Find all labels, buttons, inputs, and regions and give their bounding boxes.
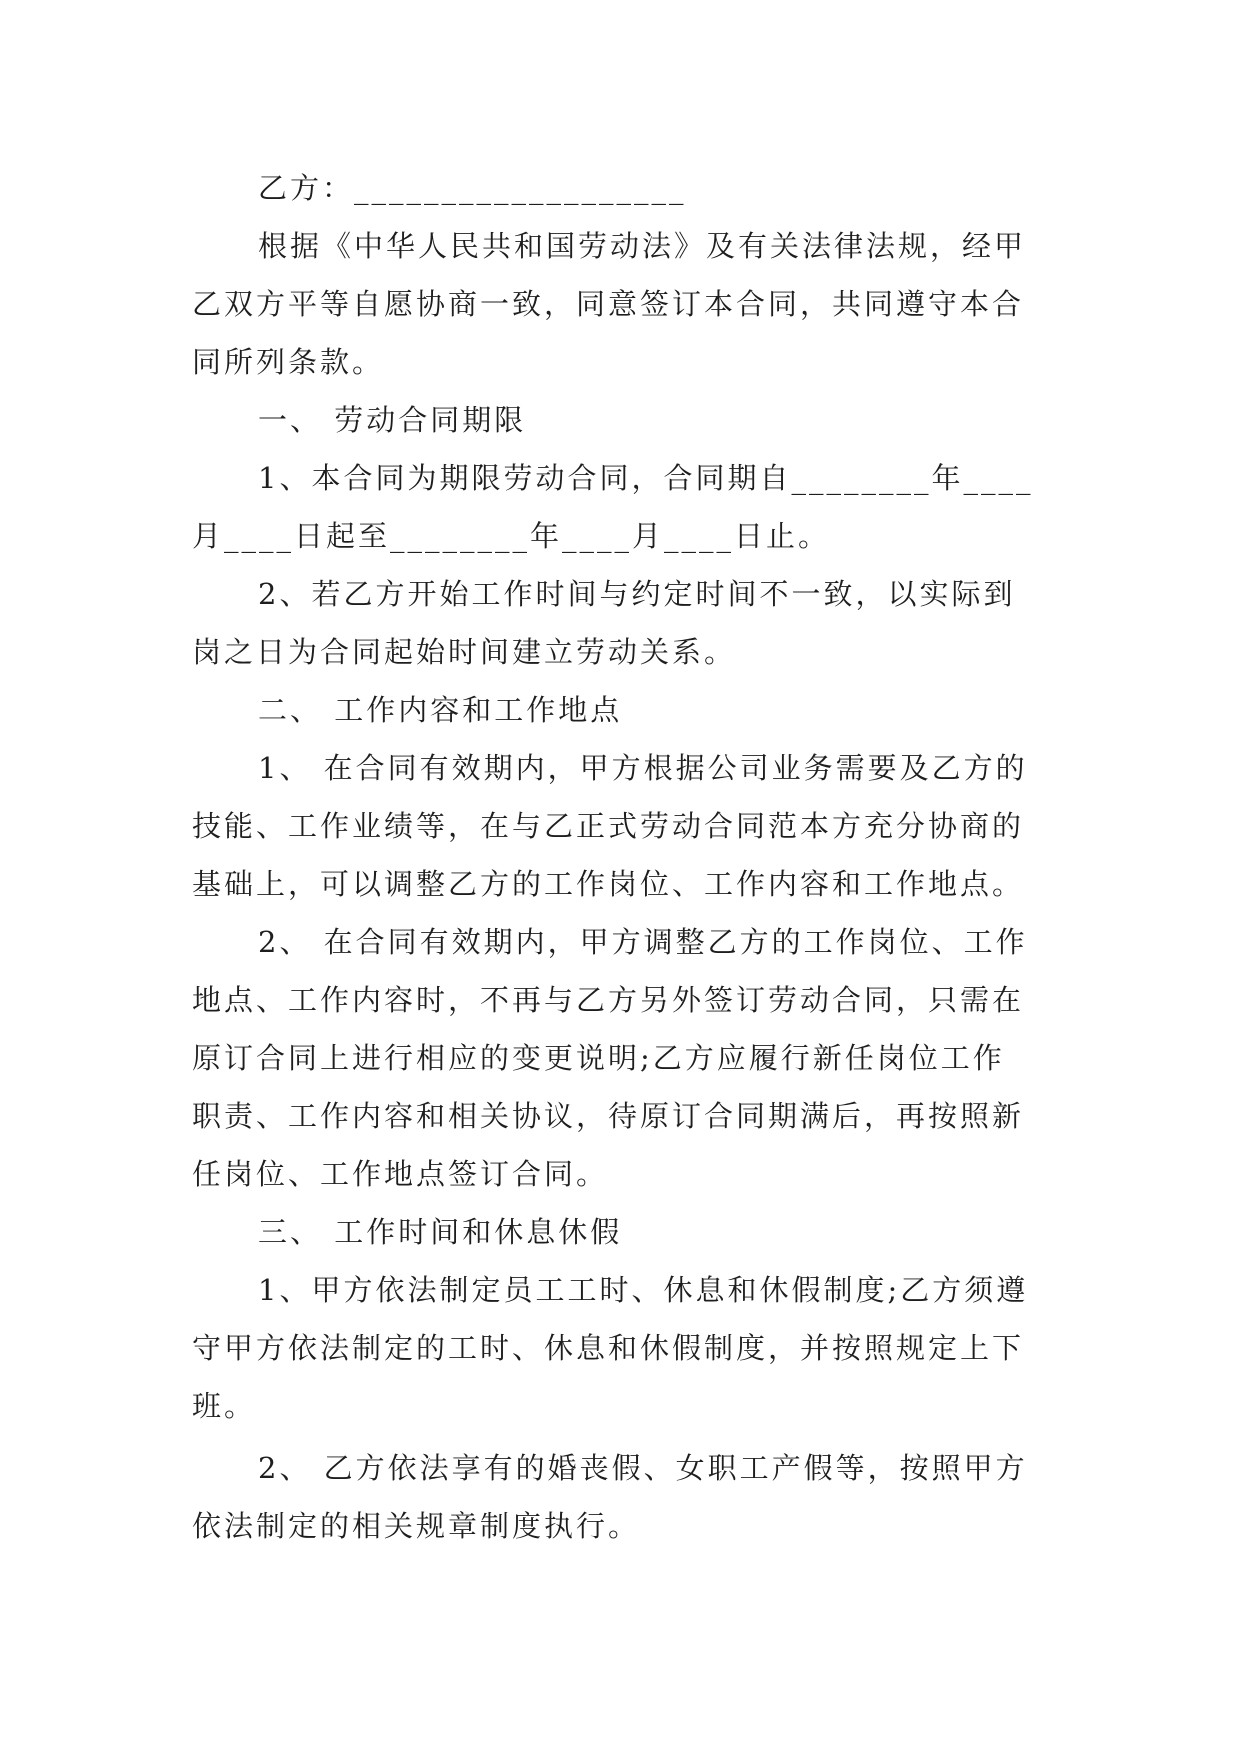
- section-2-clause-1-line-1: 1、 在合同有效期内，甲方根据公司业务需要及乙方的: [258, 751, 1028, 785]
- section-1-heading: 一、 劳动合同期限: [258, 403, 527, 437]
- section-3-heading: 三、 工作时间和休息休假: [258, 1215, 623, 1249]
- section-1-clause-1-line-2: 月____日起至________年____月____日止。: [192, 519, 831, 553]
- section-2-clause-2-line-5: 任岗位、工作地点签订合同。: [192, 1157, 609, 1191]
- intro-line-3: 同所列条款。: [192, 345, 385, 379]
- section-2-heading: 二、 工作内容和工作地点: [258, 693, 623, 727]
- section-3-clause-1-line-2: 守甲方依法制定的工时、休息和休假制度，并按照规定上下: [192, 1331, 1025, 1365]
- section-2-clause-2-line-3: 原订合同上进行相应的变更说明;乙方应履行新任岗位工作: [192, 1041, 1005, 1075]
- section-3-clause-1-line-3: 班。: [192, 1389, 257, 1423]
- intro-line-2: 乙双方平等自愿协商一致，同意签订本合同，共同遵守本合: [192, 287, 1025, 321]
- section-3-clause-1-line-1: 1、甲方依法制定员工工时、休息和休假制度;乙方须遵: [258, 1273, 1029, 1307]
- intro-line-1: 根据《中华人民共和国劳动法》及有关法律法规，经甲: [258, 229, 1027, 263]
- party-b-line: 乙方：___________________: [258, 171, 687, 205]
- section-1-clause-2-line-1: 2、若乙方开始工作时间与约定时间不一致，以实际到: [258, 577, 1016, 611]
- section-2-clause-2-line-4: 职责、工作内容和相关协议，待原订合同期满后，再按照新: [192, 1099, 1025, 1133]
- section-3-clause-2-line-1: 2、 乙方依法享有的婚丧假、女职工产假等，按照甲方: [258, 1451, 1028, 1485]
- section-3-clause-2-line-2: 依法制定的相关规章制度执行。: [192, 1509, 641, 1543]
- section-1-clause-2-line-2: 岗之日为合同起始时间建立劳动关系。: [192, 635, 737, 669]
- section-2-clause-2-line-2: 地点、工作内容时，不再与乙方另外签订劳动合同，只需在: [192, 983, 1025, 1017]
- section-2-clause-2-line-1: 2、 在合同有效期内，甲方调整乙方的工作岗位、工作: [258, 925, 1028, 959]
- section-1-clause-1-line-1: 1、本合同为期限劳动合同，合同期自________年____: [258, 461, 1034, 495]
- section-2-clause-1-line-3: 基础上，可以调整乙方的工作岗位、工作内容和工作地点。: [192, 867, 1025, 901]
- section-2-clause-1-line-2: 技能、工作业绩等，在与乙正式劳动合同范本方充分协商的: [192, 809, 1025, 843]
